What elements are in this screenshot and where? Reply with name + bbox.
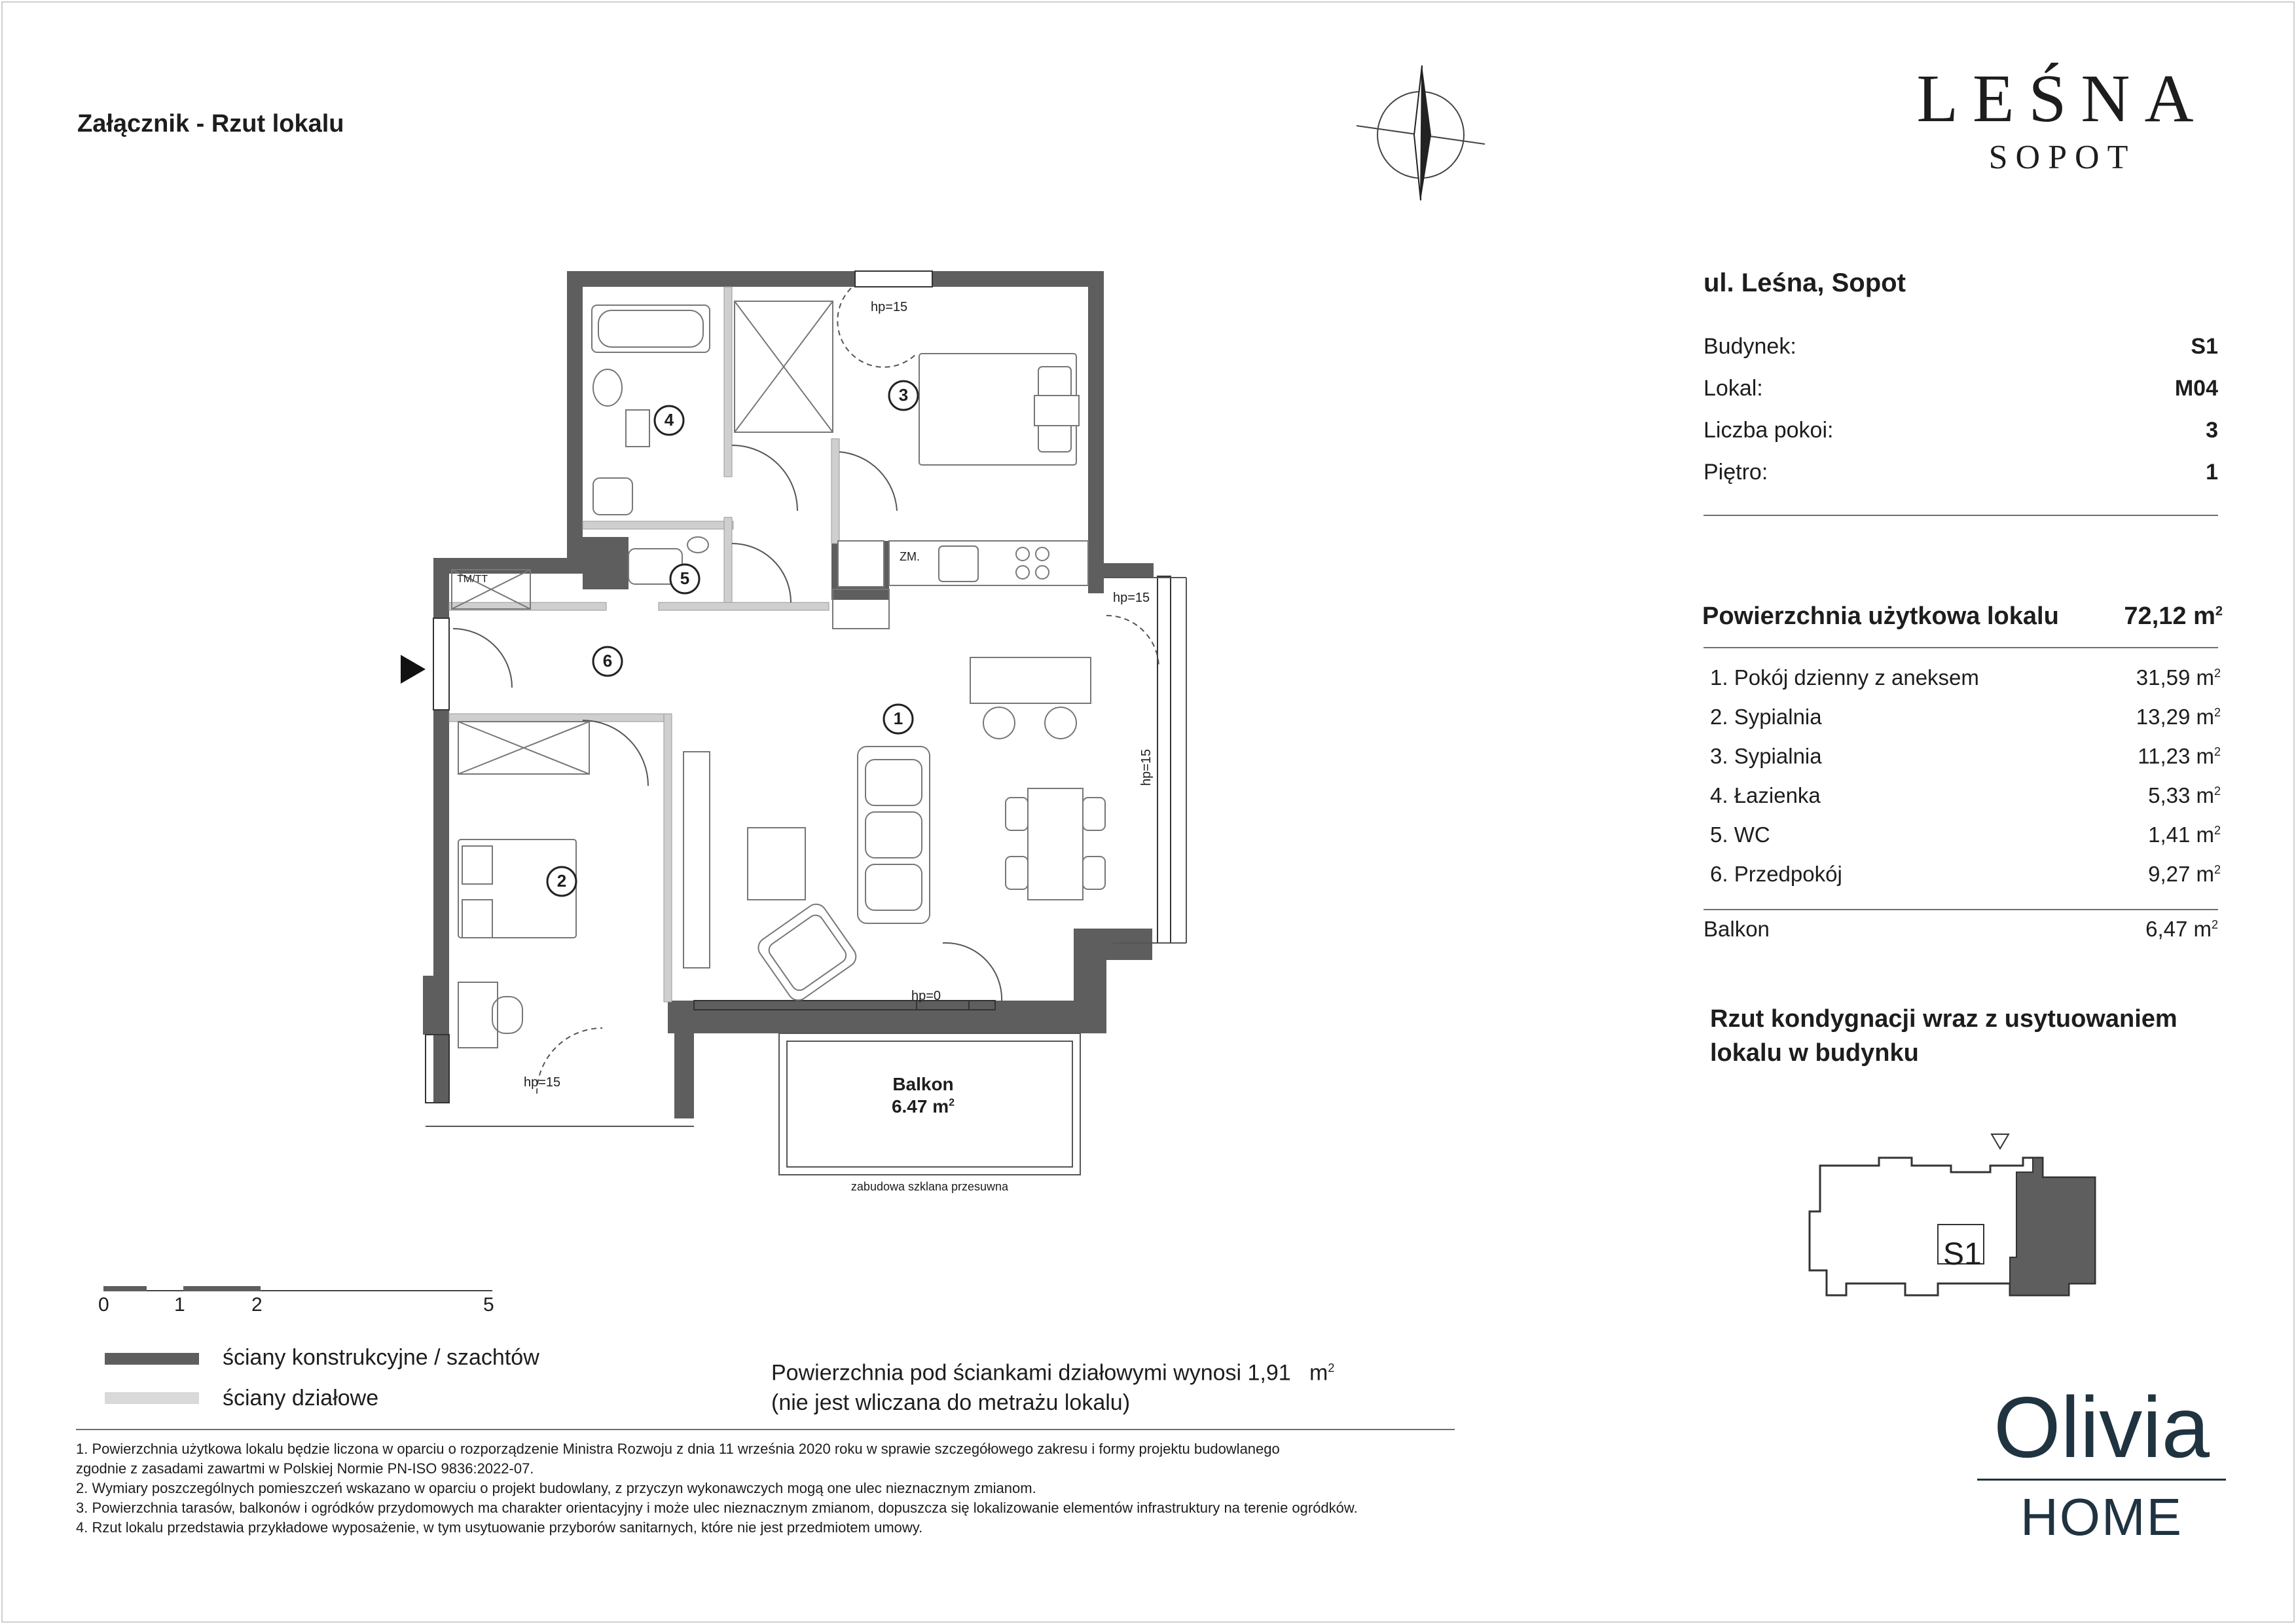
balcony-area-value: 6.47 m [891, 1096, 949, 1116]
divider [1704, 515, 2218, 516]
divider [1704, 647, 2218, 648]
partition-note-line: (nie jest wliczana do metrażu lokalu) [771, 1390, 1131, 1416]
room-label: 3. Sypialnia [1710, 744, 1822, 768]
address: ul. Leśna, Sopot [1704, 268, 1906, 297]
room-row [1710, 705, 2221, 744]
area-sup: 2 [2215, 604, 2223, 619]
room-number-1: 1 [893, 709, 903, 728]
scale-tick-1: 1 [174, 1294, 185, 1316]
location-title [1710, 1002, 2178, 1070]
footnote: 4. Rzut lokalu przedstawia przykładowe wyposażenie, w tym usytuowanie przyborów sanitarnych, które nie jest przedmiotem umowy. [76, 1519, 923, 1536]
room-label: 6. Przedpokój [1710, 862, 1842, 886]
room-label: 2. Sypialnia [1710, 705, 1822, 729]
location-title-line: Rzut kondygnacji wraz z usytuowaniem [1710, 1005, 2178, 1033]
room-value [2148, 822, 2221, 847]
partition-note-sup: 2 [1328, 1361, 1335, 1375]
brand-logo [1886, 63, 2239, 181]
rooms-table [1710, 665, 2221, 901]
balcony-area-sup: 2 [949, 1097, 955, 1109]
room-value [2138, 744, 2221, 769]
room-area: 13,29 m [2136, 705, 2214, 729]
area-value [2082, 602, 2223, 631]
room-area: 9,27 m [2148, 862, 2214, 886]
room-area: 11,23 m [2138, 744, 2214, 768]
info-value: M04 [2174, 376, 2218, 401]
room-number-3: 3 [898, 385, 909, 405]
balcony-sup: 2 [2211, 918, 2218, 931]
olivia-main: Olivia [1993, 1379, 2210, 1475]
info-value: S1 [2191, 334, 2218, 359]
legend-structural-label: ściany konstrukcyjne / szachtów [223, 1345, 539, 1370]
scale-segment [183, 1286, 261, 1291]
room-sup: 2 [2214, 706, 2221, 719]
balcony-title: Balkon [892, 1074, 954, 1094]
room-sup: 2 [2214, 667, 2221, 680]
partition-note-text: Powierzchnia pod ściankami działowymi wynosi 1,91 [771, 1360, 1291, 1386]
info-row [1704, 334, 2218, 376]
legend-structural-swatch [105, 1353, 199, 1365]
compass-icon [1349, 63, 1493, 207]
room-value [2136, 705, 2221, 729]
olivia-sub: HOME [2020, 1488, 2183, 1546]
building-section-s1 [2010, 1158, 2095, 1295]
area-title: Powierzchnia użytkowa lokalu [1702, 602, 2059, 630]
balcony-row [1704, 917, 2218, 956]
room-row [1710, 822, 2221, 862]
footnote: 2. Wymiary poszczególnych pomieszczeń wskazano w oparciu o projekt budowlany, z przyczyn wykonawczych mogą one ulec nieznacznym zmianom. [76, 1480, 1036, 1496]
room-row [1710, 783, 2221, 822]
legend-partition-swatch [105, 1392, 199, 1404]
building-key-plan [1807, 1126, 2134, 1316]
label-zm: ZM. [900, 550, 920, 563]
balcony-area: 6,47 m [2145, 917, 2212, 941]
info-table [1704, 334, 2218, 502]
balcony-value [2145, 917, 2218, 942]
room-number-6: 6 [602, 651, 613, 671]
info-row [1704, 376, 2218, 418]
info-row [1704, 460, 2218, 502]
info-value: 3 [2206, 418, 2218, 443]
room-value [2148, 862, 2221, 887]
label-hp0: hp=0 [911, 989, 941, 1003]
building-label: S1 [1943, 1237, 1982, 1272]
scale-tick-2: 2 [251, 1294, 263, 1316]
room-row [1710, 665, 2221, 705]
page-title: Załącznik - Rzut lokalu [77, 110, 344, 138]
label-hp15-balcony-door: hp=15 [1113, 591, 1150, 605]
olivia-divider [1977, 1479, 2226, 1481]
info-value: 1 [2206, 460, 2218, 485]
footnote: zgodnie z zasadami zawartmi w Polskiej Normie PN-ISO 9836:2022-07. [76, 1460, 534, 1477]
partition-note-unit: m [1309, 1360, 1328, 1386]
partition-walls [449, 287, 839, 1002]
scale-bar [103, 1286, 492, 1291]
label-hp15-room3: hp=15 [871, 300, 908, 314]
room-value [2136, 665, 2221, 690]
room-row [1710, 862, 2221, 901]
info-label: Piętro: [1704, 460, 1768, 485]
scale-tick-0: 0 [98, 1294, 109, 1316]
room-area: 31,59 m [2136, 665, 2214, 690]
floor-plan [0, 0, 1309, 1244]
divider [1704, 909, 2218, 910]
room-sup: 2 [2214, 745, 2221, 758]
location-title-line: lokalu w budynku [1710, 1039, 1919, 1067]
info-label: Liczba pokoi: [1704, 418, 1834, 443]
room-number-4: 4 [664, 410, 674, 430]
footnote: 1. Powierzchnia użytkowa lokalu będzie liczona w oparciu o rozporządzenie Ministra Rozwoju z dnia 11 września 2020 roku w sprawie szczegółowego zakresu i formy projektu budowlanego [76, 1441, 1280, 1457]
label-hp15-room2: hp=15 [524, 1075, 561, 1090]
glazing-note: zabudowa szklana przesuwna [850, 1180, 1009, 1193]
scale-segment [103, 1286, 147, 1291]
scale-tick-5: 5 [483, 1294, 494, 1316]
partition-note-line [771, 1353, 1334, 1388]
footnote: 3. Powierzchnia tarasów, balkonów i ogródków przydomowych ma charakter orientacyjny i może ulec nieznacznym zmianom, dopuszcza się lokalizowanie elementów infrastruktury na terenie ogródków. [76, 1500, 1358, 1516]
footnotes [76, 1439, 1647, 1538]
entrance-arrow-icon [401, 655, 426, 684]
balcony-label: Balkon [1704, 917, 1770, 941]
room-label: 5. WC [1710, 822, 1770, 847]
room-sup: 2 [2214, 824, 2221, 837]
room-sup: 2 [2214, 863, 2221, 876]
info-row [1704, 418, 2218, 460]
partition-note [771, 1353, 1334, 1418]
balcony-area [858, 1096, 989, 1117]
room-number-5: 5 [680, 568, 690, 588]
legend-partition-label: ściany działowe [223, 1386, 379, 1411]
room-sup: 2 [2214, 784, 2221, 798]
entrance-triangle-icon [1992, 1134, 2009, 1149]
info-label: Lokal: [1704, 376, 1763, 401]
room-row [1710, 744, 2221, 783]
room-label: 4. Łazienka [1710, 783, 1821, 807]
room-label: 1. Pokój dzienny z aneksem [1710, 665, 1979, 690]
room-value [2148, 783, 2221, 808]
info-label: Budynek: [1704, 334, 1796, 359]
olivia-logo [1977, 1379, 2226, 1546]
room-area: 5,33 m [2148, 783, 2214, 807]
furniture [452, 301, 1105, 1048]
room-area: 1,41 m [2148, 822, 2214, 847]
room-number-2: 2 [556, 871, 567, 891]
area-number: 72,12 m [2124, 602, 2215, 630]
footnotes-divider [76, 1429, 1455, 1430]
label-hp15-window: hp=15 [1139, 748, 1154, 786]
brand-sub: SOPOT [1988, 139, 2136, 176]
brand-main: LEŚNA [1916, 61, 2208, 136]
label-tmtt: TM/TT [457, 574, 488, 585]
